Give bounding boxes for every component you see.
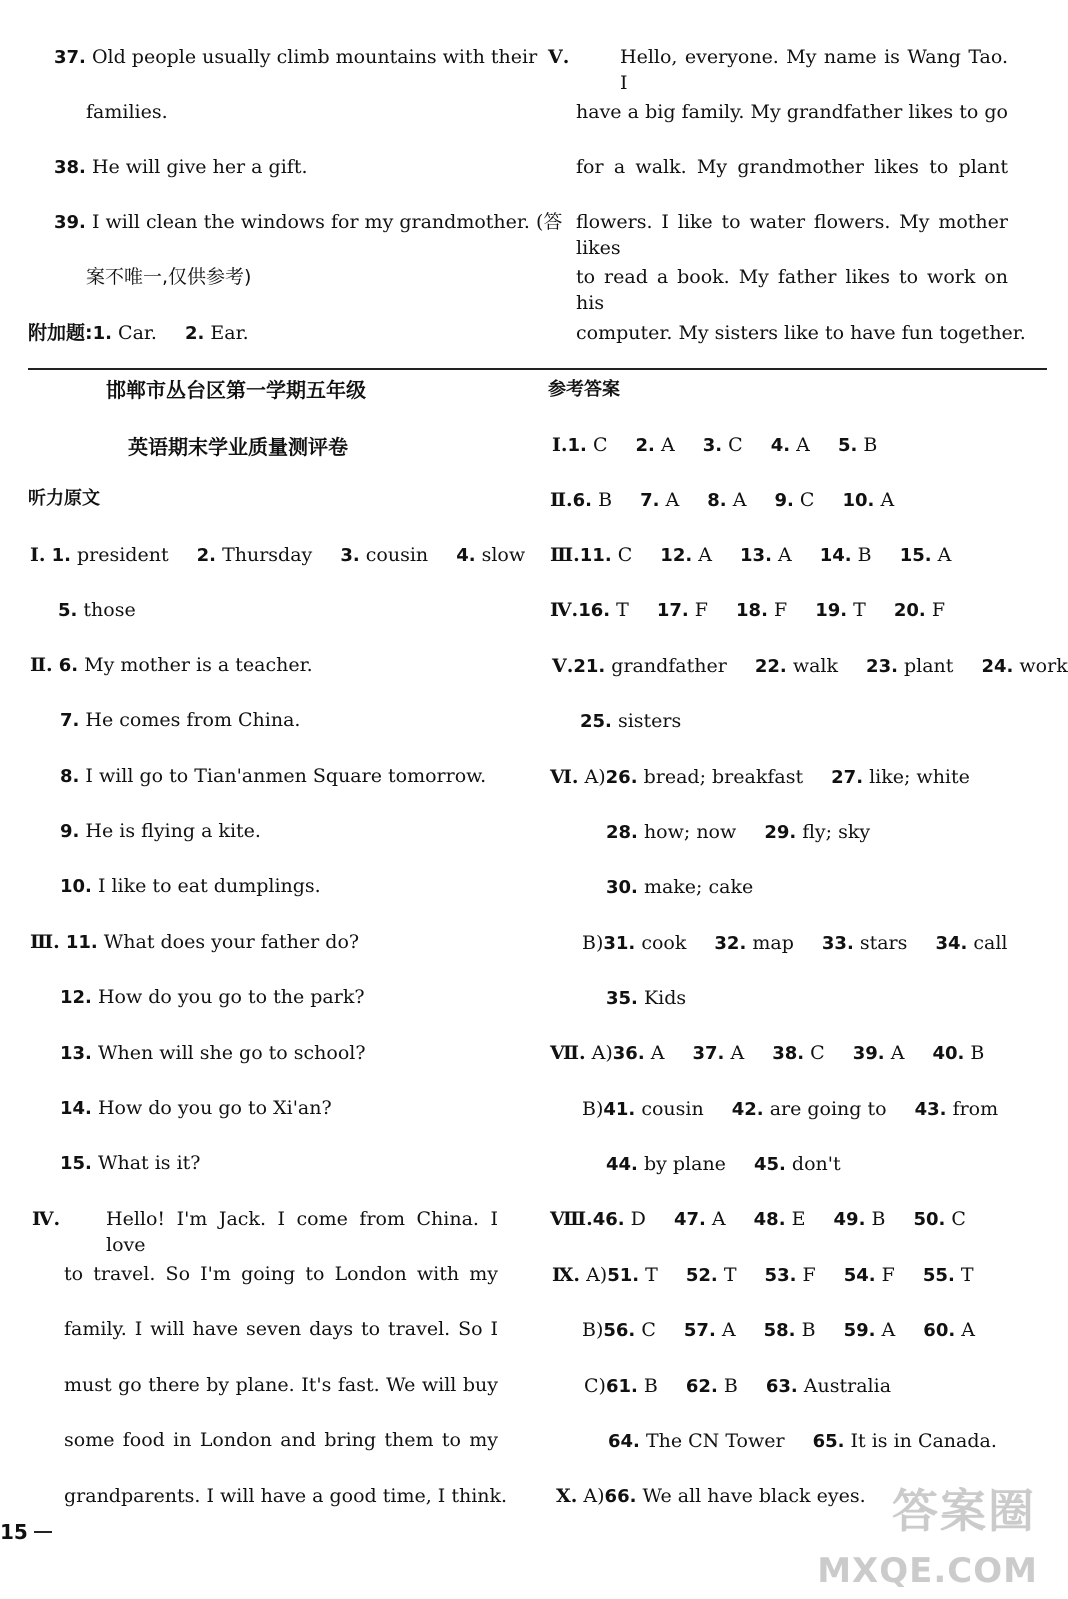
passage-line: grandparents. I will have a good time, I think.: [64, 1485, 508, 1507]
passage-line: have a big family. My grandfather likes to go: [576, 101, 1008, 123]
answer-row-6b: B)31. cook 32. map 33. stars 34. call: [582, 932, 1008, 954]
answer-row-6b-cont: 35. Kids: [606, 987, 687, 1009]
q38: 38. He will give her a gift.: [54, 156, 308, 178]
listening-item: Ⅱ. 6. My mother is a teacher.: [30, 654, 313, 676]
exam-title-line2: 英语期末学业质量测评卷: [128, 435, 348, 459]
listening-item: 15. What is it?: [60, 1152, 201, 1174]
answer-row-7b-cont: 44. by plane 45. don't: [606, 1153, 841, 1175]
passage-line: must go there by plane. It's fast. We will buy: [64, 1374, 498, 1396]
answer-row-3: Ⅲ.11. C 12. A 13. A 14. B 15. A: [550, 544, 952, 566]
answer-row-2: Ⅱ.6. B 7. A 8. A 9. C 10. A: [550, 489, 895, 511]
answer-row-6a-cont: 30. make; cake: [606, 876, 754, 898]
exam-title-line1: 邯郸市丛台区第一学期五年级: [106, 378, 366, 402]
answer-row-5: Ⅴ.21. grandfather 22. walk 23. plant 24. work: [552, 655, 1068, 677]
passage-line: family. I will have seven days to travel. So I: [64, 1318, 498, 1340]
section-iv-left: Ⅳ.: [32, 1208, 61, 1230]
watermark-url: MXQE.COM: [817, 1551, 1038, 1591]
listening-item: 8. I will go to Tian'anmen Square tomorrow.: [60, 765, 487, 787]
answer-row-9c: C)61. B 62. B 63. Australia: [584, 1375, 892, 1397]
answer-row-7b: B)41. cousin 42. are going to 43. from: [582, 1098, 999, 1120]
passage-line: flowers. I like to water flowers. My mother likes: [576, 211, 1008, 259]
section-divider: [28, 368, 1047, 370]
listening-item: 14. How do you go to Xi'an?: [60, 1097, 332, 1119]
answer-row-10: Ⅹ. A)66. We all have black eyes.: [556, 1485, 866, 1507]
passage-line: to travel. So I'm going to London with my: [64, 1263, 498, 1285]
answer-row-9c-cont: 64. The CN Tower 65. It is in Canada.: [608, 1430, 997, 1452]
listening-sec1-row1: Ⅰ. 1. president 2. Thursday 3. cousin 4. slow: [30, 544, 526, 566]
listening-item: 10. I like to eat dumplings.: [60, 875, 321, 897]
q37-line2: families.: [86, 101, 168, 123]
passage-line: Hello! I'm Jack. I come from China. I love: [106, 1208, 498, 1256]
answer-row-1: Ⅰ.1. C 2. A 3. C 4. A 5. B: [552, 434, 878, 456]
answer-row-7a: Ⅶ. A)36. A 37. A 38. C 39. A 40. B: [550, 1042, 985, 1064]
page-number-dash: [34, 1531, 52, 1533]
answer-row-9b: B)56. C 57. A 58. B 59. A 60. A: [582, 1319, 975, 1341]
passage-line: some food in London and bring them to my: [64, 1429, 498, 1451]
passage-line: to read a book. My father likes to work on his: [576, 266, 1008, 314]
listening-item: 7. He comes from China.: [60, 709, 301, 731]
watermark-text: 答案圈: [892, 1484, 1036, 1538]
passage-line: for a walk. My grandmother likes to plant: [576, 156, 1008, 178]
section-v-top: Ⅴ.: [548, 46, 570, 68]
answer-row-9a: Ⅸ. A)51. T 52. T 53. F 54. F 55. T: [552, 1264, 974, 1286]
watermark-logo: [817, 1475, 1042, 1593]
answer-row-6a-cont: 28. how; now 29. fly; sky: [606, 821, 871, 843]
listening-sec1-row2: 5. those: [58, 599, 136, 621]
listening-script-heading: 听力原文: [28, 488, 100, 509]
listening-item: 13. When will she go to school?: [60, 1042, 366, 1064]
answer-row-4: Ⅳ.16. T 17. F 18. F 19. T 20. F: [550, 599, 945, 621]
answer-row-5-cont: 25. sisters: [580, 710, 682, 732]
passage-line: Hello, everyone. My name is Wang Tao. I: [620, 46, 1008, 94]
passage-line: computer. My sisters like to have fun together.: [576, 322, 1026, 344]
listening-item: 9. He is flying a kite.: [60, 820, 261, 842]
q37-line1: 37. Old people usually climb mountains with their: [54, 46, 538, 68]
answer-row-8: Ⅷ.46. D 47. A 48. E 49. B 50. C: [550, 1208, 966, 1230]
listening-item: 12. How do you go to the park?: [60, 986, 365, 1008]
listening-item: Ⅲ. 11. What does your father do?: [30, 931, 360, 953]
answer-row-6a: Ⅵ. A)26. bread; breakfast 27. like; white: [550, 766, 970, 788]
q39-line2: 案不唯一,仅供参考): [86, 266, 252, 288]
q39-line1: 39. I will clean the windows for my grandmother. (答: [54, 211, 563, 233]
extra-questions: 附加题:1. Car. 2. Ear.: [28, 322, 249, 344]
answer-key-heading: 参考答案: [548, 379, 620, 400]
page-number: 15: [0, 1520, 28, 1544]
